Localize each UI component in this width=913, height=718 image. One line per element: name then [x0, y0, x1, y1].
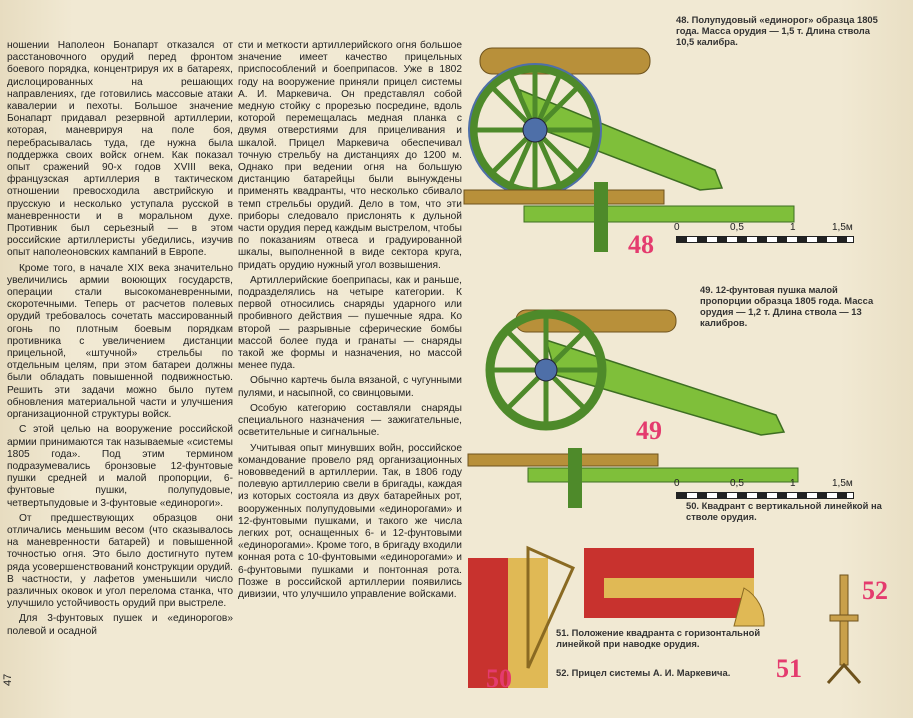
paragraph: Артиллерийские боеприпасы, как и раньше, подразделялись на четыре категории. К первой относились снаряды ударного или пробивного действия — пушечные ядра. Ко второй — разрывные сферические бомбы массой более пуда и гранаты — снаряды такой же формы и назначения, но массой менее пуда.: [238, 274, 462, 372]
caption-50: 50. Квадрант с вертикальной линейкой на стволе орудия.: [686, 500, 882, 522]
scale-label: 0: [674, 222, 680, 233]
figure-number-52: 52: [862, 576, 888, 605]
figure-number-50: 50: [486, 664, 512, 693]
markevich-sight-illustration: [822, 575, 867, 685]
page-number: 47: [2, 673, 14, 686]
paragraph: От предшествующих образцов они отличались меньшим весом (что сказывалось на маневренности батарей) и повышенной точностью огня. Это было достигнуто путем ряда усовершенствований конструкции орудий. В частности, у лафетов уменьшили число различных оковок и угол перелома станка, что улучшило устойчивость орудий при выстреле.: [7, 512, 233, 610]
paragraph: сти и меткости артиллерийского огня большое значение имеет качество прицельных приспособлений и боеприпасов. Уже в 1802 году на вооружение приняли прицел системы А. И. Маркевича. Он представлял собой медную стойку с прорезью посредине, вдоль которой перемещалась медная планка с двумя отверстиями для прицеливания и шкалой. Прицел Маркевича обеспечивал точную стрельбу на дистанциях до 1200 м. Однако при ведении огня на большую дистанцию батарейцы были вынуждены применять квадранты, что несколько сбивало темп стрельбы орудий. Дело в том, что эти приборы следовало прислонять к дульной части орудия перед каждым выстрелом, чтобы по показаниям отвеса и градуированной шкалы, выполненной в виде сектора круга, придать орудию нужный угол возвышения.: [238, 40, 462, 271]
paragraph: Учитывая опыт минувших войн, российское командование провело ряд организационных нововведений в артиллерии. Так, в 1806 году полевую артиллерию свели в бригады, каждая из которых состояла из двух батарейных рот, вооруженных полупудовыми «единорогами» и 12-фунтовыми пушками, и такого же числа легких рот, оснащенных 6- и 12-фунтовыми «единорогами». Кроме того, в бригаду входили конная рота с 10-фунтовыми «единорогами» и 6-фунтовыми пушками и понтонная рота. Позже в российской артиллерии появились дивизии, что улучшило управление войсками.: [238, 442, 462, 600]
paragraph: Кроме того, в начале XIX века значительно увеличились армии воюющих государств, операции стали высокоманевренными, скоротечными. Теперь от расчетов полевых орудий требовалось сочетать массированный огонь по плотным боевым порядкам противника с увеличением дистанции прицельной, «штучной» стрельбы по отдельным целям, при этом батареи должны были обладать повышенной подвижностью. Решить эти задачи можно было путем обновления материальной части и улучшения организационной структуры войск.: [7, 262, 233, 421]
caption-52: 52. Прицел системы А. И. Маркевича.: [556, 667, 731, 678]
scale-label: 1,5м: [832, 222, 853, 233]
scale-label: 0,5: [730, 222, 744, 233]
figure-number-51: 51: [776, 654, 802, 683]
caption-51: 51. Положение квадранта с горизонтальной линейкой при наводке орудия.: [556, 627, 761, 649]
scale-bar-48: [672, 222, 872, 244]
unicorn-howitzer-illustration: [460, 30, 730, 200]
scale-label: 1: [790, 478, 796, 489]
scale-label: 1,5м: [832, 478, 853, 489]
paragraph: Для 3-фунтовых пушек и «единорогов» полевой и осадной: [7, 613, 233, 637]
quadrant-horizontal-illustration: [584, 548, 764, 628]
paragraph: Обычно картечь была вязаной, с чугунными пулями, и насыпной, со свинцовыми.: [238, 375, 462, 399]
scale-label: 0,5: [730, 478, 744, 489]
text-column-2: [238, 40, 462, 604]
scale-label: 0: [674, 478, 680, 489]
paragraph: Особую категорию составляли снаряды специального назначения — зажигательные, осветительные и сигнальные.: [238, 402, 462, 439]
text-column-1: [7, 40, 233, 641]
figure-number-49: 49: [636, 416, 662, 445]
caption-49: 49. 12-фунтовая пушка малой пропорции образца 1805 года. Масса орудия — 1,2 т. Длина ствола — 13 калибров.: [700, 284, 874, 328]
figure-number-48: 48: [628, 230, 654, 259]
paragraph: С этой целью на вооружение российской армии принимаются так называемые «системы 1805 года». Под этим термином подразумевались бронзовые 12-фунтовые пушки средней и малой пропорции, 6-фунтовые пушки, полупудовые, четвертьпудовые и 3-фунтовые «единороги».: [7, 424, 233, 509]
caption-48: 48. Полупудовый «единорог» образца 1805 года. Масса орудия — 1,5 т. Длина ствола 10,5 калибра.: [676, 14, 878, 47]
scale-label: 1: [790, 222, 796, 233]
paragraph: ношении Наполеон Бонапарт отказался от расстановочного орудий перед фронтом боевого порядка, концентрируя их в батареях, дислоцированных на решающих направлениях, где готовились массовые атаки кавалерии и пехоты. Большое значение Бонапарт придавал резервной артиллерии, которая, маневрируя на поле боя, перебрасывалась туда, где нужна была поддержка своих войск огнем. Как показал опыт сражений 90-х годов XVIII века, французская артиллерия в тактическом отношении превосходила австрийскую и прусскую и несколько уступала русской в маневренности и в моральном духе. Противник был серьезный — в этом российские артиллеристы убедились, изучив опыт наполеоновских кампаний в Европе.: [7, 40, 233, 259]
scale-bar-49: [672, 478, 872, 500]
